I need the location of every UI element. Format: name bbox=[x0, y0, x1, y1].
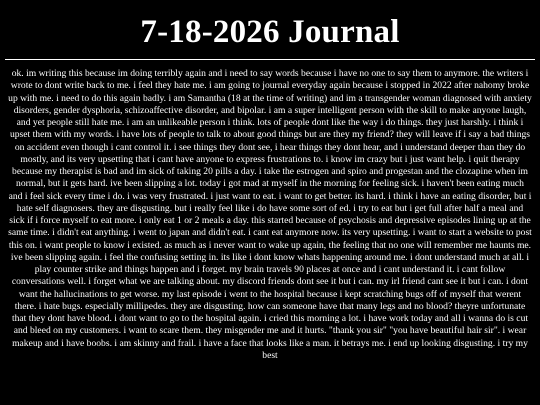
journal-entry-text: ok. im writing this because im doing terribly again and i need to say words because i have no one to say them to anymore. the writers i wrote to dont write back to me. i feel they hate me. i am going to journal everyday again because i stopped in 2022 after nahomy broke up with me. i need to do this again badly. i am Samantha (18 at the time of writing) and im a transgender woman diagnosed with anxiety disorders, gender dysphoria, schizoaffective disorder, and bipolar. i am a super intelligent person with the skill to make anyone laugh, and yet people still hate me. i am an unlikeable person i think. lots of people dont like the way i do things. they just harshly. i think i upset them with my words. i have lots of people to talk to about good things but are they my friend? they will leave if i say a bad things on accident even though i cant control it. i see things they dont see, i hear things they dont hear, and i understand deeper than they do mostly, and its very upsetting that i cant have anyone to express frustrations to. i know im crazy but i just want help. i quit therapy because my therapist is bad and im sick of taking 20 pills a day. i take the estrogen and spiro and progestan and the clozapine when im normal, but it gets hard. ive been slipping a lot. today i got mad at myself in the morning for feeling sick. i haven't been eating much and i feel sick every time i do. i was very frustrated. i just want to eat. i want to get better. its hard. i think i have an eating disorder, but i hate self diagnosers. they are disgusting. but i really feel like i do have some sort of ed. i try to eat but i get full after half a meal and sick if i force myself to eat more. i only eat 1 or 2 meals a day. this started because of psychosis and depressive episodes lining up at the same time. i didn't eat anything. i went to japan and didn't eat. i cant eat anymore now. its very upsetting. i want to start a website to post this on. i want people to know i existed. as much as i never want to wake up again, the feeling that no one will remember me haunts me. ive been slipping again. i feel the confusing setting in. its like i dont know whats happening around me. i dont understand much at all. i play counter strike and things happen and i forget. my brain travels 90 places at once and i cant understand it. i cant follow conversations well. i forget what we are talking about. my discord friends dont see it but i can. my irl friend cant see it but i can. i dont want the hallucinations to get worse. my last episode i went to the hospital because i kept scratching bugs off of myself that werent there. i hate bugs. especially millipedes. they are disgusting. how can someone have that many legs and no blood? theyre unfortunate that they dont have blood. i dont want to go to the hospital again. i cried this morning a lot. i have work today and all i wanna do is cut and bleed on my customers. i want to scare them. they misgender me and it hurts. "thank you sir" "you have beautiful hair sir". i wear makeup and i have boobs. i am skinny and frail. i have a face that looks like a man. it betrays me. i end up looking disgusting. i try my best bbox=[8, 68, 532, 361]
page-title: 7-18-2026 Journal bbox=[140, 14, 400, 50]
